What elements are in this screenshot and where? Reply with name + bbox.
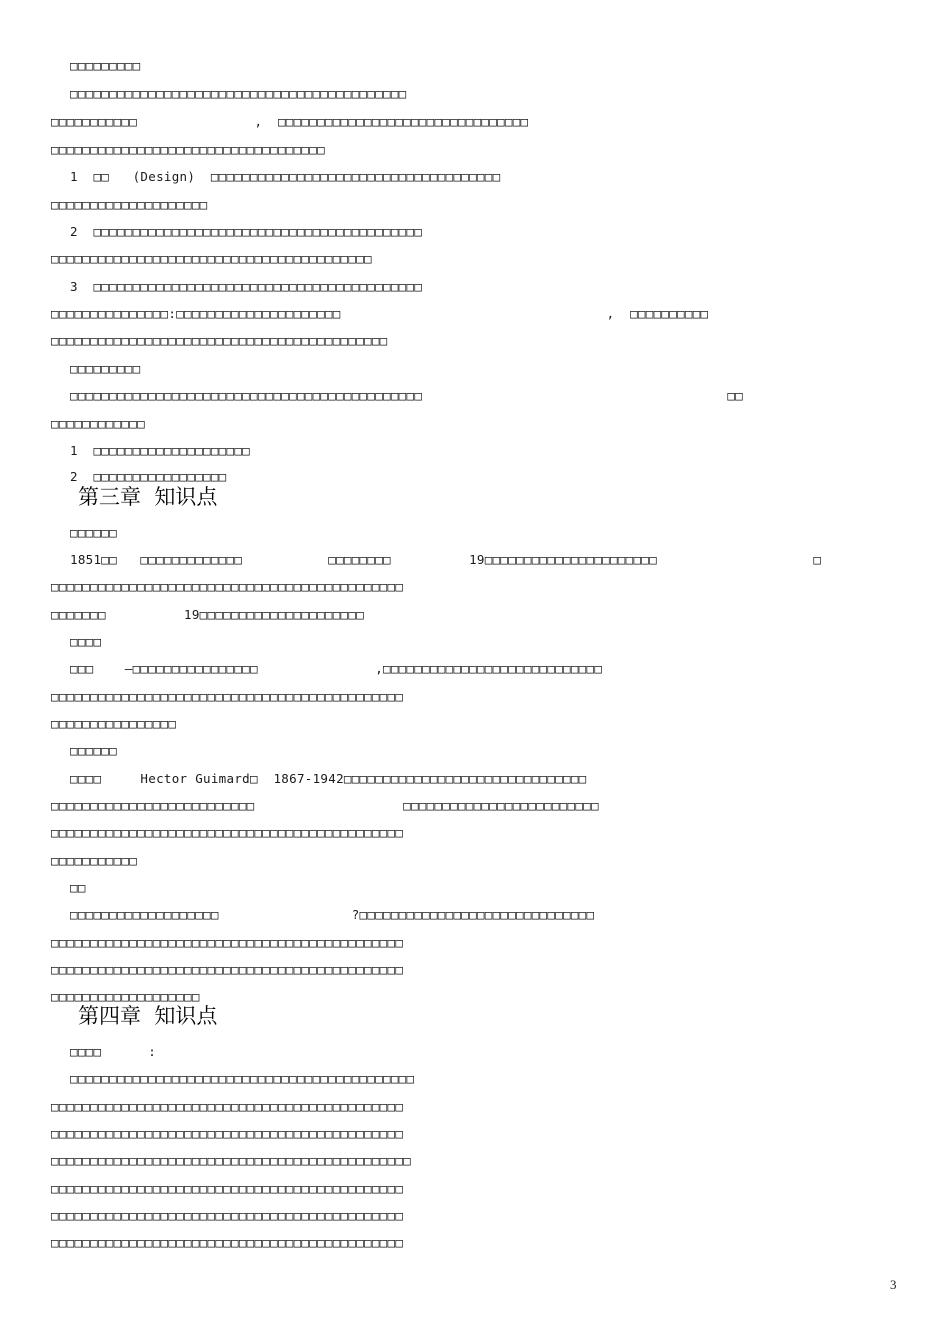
text-line: □□□□□□□□□□□□□□□□□□□□□□□□□□□□□□□□□□□□□□□□□□□□□ □□ [70, 388, 744, 403]
text-line: □□□□□□□□□□□□□□□□□□□□□□□□□□□□□□□□□□□□□□□□□□□□□ [51, 1208, 404, 1223]
text-line: □□□□□□ [70, 525, 117, 540]
text-line: □□□□□□□□□□□□□□□□□□□□□□□□□□□□□□□□□□□□□□□□□□□□□ [51, 1181, 404, 1196]
page-number: 3 [890, 1277, 897, 1292]
text-line: 2 □□□□□□□□□□□□□□□□□□□□□□□□□□□□□□□□□□□□□□□□□□ [70, 224, 423, 239]
text-line: 2 □□□□□□□□□□□□□□□□□ [70, 469, 227, 484]
text-line: □□□□□□□□□□□□□□□□□□□ [51, 989, 200, 1004]
text-line: □□□ —□□□□□□□□□□□□□□□□ ,□□□□□□□□□□□□□□□□□□□□□□□□□□□□ [70, 661, 603, 676]
text-line: □□□□□□□□□□□ , □□□□□□□□□□□□□□□□□□□□□□□□□□□□□□□□ [51, 114, 529, 129]
text-line: □□□□□□□□□□□□□□□□□□□□□□□□□□□□□□□□□□□□□□□□□ [51, 251, 372, 266]
text-line: □□□□□□□□□□□□□□□□□□□□ [51, 197, 208, 212]
text-line: □□□□□□□□□□□□□□□□□□□□□□□□□□□□□□□□□□□ [51, 142, 325, 157]
text-line: □□ [70, 880, 86, 895]
text-line: □□□□□□□□□□□□□□□□□□□□□□□□□□□□□□□□□□□□□□□□□□□□□ [51, 579, 404, 594]
text-line: □□□□ Hector Guimard□ 1867-1942□□□□□□□□□□□□□□□□□□□□□□□□□□□□□□□ [70, 771, 587, 786]
text-line: □□□□ [70, 634, 102, 649]
text-line: □□□□□□ [70, 743, 117, 758]
text-line: □□□□□□□□□□□□□□□□□□□□□□□□□□□□□□□□□□□□□□□□□□□□□ [51, 689, 404, 704]
text-line: □□□□□□□□□□□□□□□□□□□□□□□□□□□□□□□□□□□□□□□□□□□□□ [51, 1099, 404, 1114]
text-line: □□□□□□□□□ [70, 361, 141, 376]
text-line: □□□□□□□□□□□ [51, 853, 138, 868]
text-line: □□□□□□□□□□□□□□□□□□□□□□□□□□□□□□□□□□□□□□□□□□□□□ [51, 962, 404, 977]
text-line: □□□□□□□□□□□□□□□□□□□□□□□□□□□□□□□□□□□□□□□□□□□ [51, 333, 388, 348]
text-line: □□□□□□□□□□□□□□□□□□□□□□□□□□□□□□□□□□□□□□□□□□□□□ [51, 935, 404, 950]
text-line: 1 □□ (Design) □□□□□□□□□□□□□□□□□□□□□□□□□□□□□□□□□□□□□ [70, 169, 501, 184]
text-line: □□□□□□□□□□□□□□□□□□□□□□□□□□□□□□□□□□□□□□□□□□□ [70, 86, 407, 101]
chapter-heading: 第四章 知识点 [78, 1004, 218, 1028]
text-line: □□□□□□□□□□□□□□□□□□□□□□□□□□ □□□□□□□□□□□□□□□□□□□□□□□□□ [51, 798, 599, 813]
text-line: □□□□□□□□□□□□□□□□□□□□□□□□□□□□□□□□□□□□□□□□□□□□□□ [51, 1153, 411, 1168]
text-line: □□□□□□□□□□□□□□□□□□□ ?□□□□□□□□□□□□□□□□□□□□□□□□□□□□□□ [70, 907, 595, 922]
text-line: □□□□□□□□□□□□□□□□□□□□□□□□□□□□□□□□□□□□□□□□□□□□ [70, 1071, 415, 1086]
text-line: □□□□□□□□□□□□ [51, 416, 145, 431]
text-line: □□□□□□□□□□□□□□□□ [51, 716, 177, 731]
chapter-heading: 第三章 知识点 [78, 485, 218, 509]
text-line: 1 □□□□□□□□□□□□□□□□□□□□ [70, 443, 250, 458]
text-line: 3 □□□□□□□□□□□□□□□□□□□□□□□□□□□□□□□□□□□□□□□□□□ [70, 279, 423, 294]
text-line: □□□□□□□□□ [70, 58, 141, 73]
text-line: □□□□□□□ 19□□□□□□□□□□□□□□□□□□□□□ [51, 607, 365, 622]
text-line: □□□□□□□□□□□□□□□□□□□□□□□□□□□□□□□□□□□□□□□□□□□□□ [51, 1235, 404, 1250]
text-line: □□□□□□□□□□□□□□□□□□□□□□□□□□□□□□□□□□□□□□□□□□□□□ [51, 825, 404, 840]
text-line: □□□□□□□□□□□□□□□:□□□□□□□□□□□□□□□□□□□□□ , □□□□□□□□□□ [51, 306, 709, 321]
text-line: □□□□ : [70, 1044, 157, 1059]
text-line: 1851□□ □□□□□□□□□□□□□ □□□□□□□□ 19□□□□□□□□□□□□□□□□□□□□□□ □ [70, 552, 822, 567]
text-line: □□□□□□□□□□□□□□□□□□□□□□□□□□□□□□□□□□□□□□□□□□□□□ [51, 1126, 404, 1141]
